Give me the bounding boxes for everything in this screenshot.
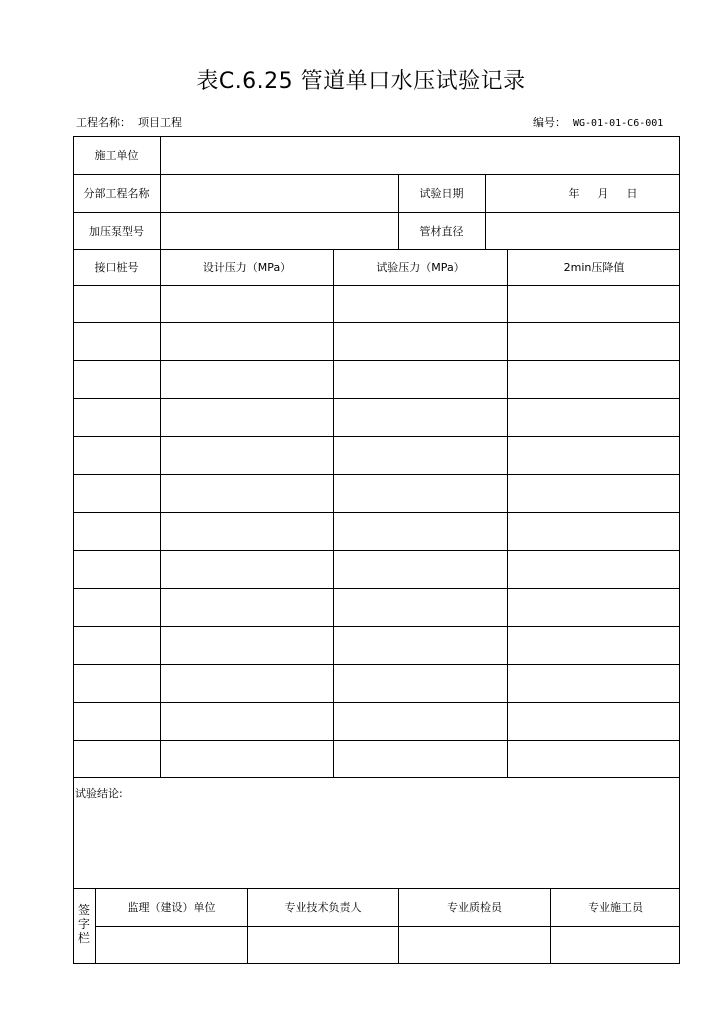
test-date-label: 试验日期	[419, 187, 464, 200]
conclusion-label: 试验结论:	[75, 787, 123, 800]
test-date-field[interactable]	[486, 174, 680, 212]
header-design-pressure: 设计压力（MPa）	[202, 261, 292, 274]
subproject-name-label: 分部工程名称	[83, 187, 150, 200]
record-code-value: WG-01-01-C6-001	[573, 118, 664, 129]
date-year: 年	[568, 187, 580, 200]
date-day: 日	[626, 187, 638, 200]
header-test-pressure: 试验压力（MPa）	[376, 261, 465, 274]
construction-unit-field[interactable]	[161, 136, 679, 174]
sign-header-qc: 专业质检员	[447, 901, 502, 914]
pump-model-label: 加压泵型号	[89, 224, 144, 238]
sign-field-tech-lead[interactable]	[248, 926, 398, 964]
project-name-value: 项目工程	[138, 116, 182, 129]
construction-unit-label: 施工单位	[94, 149, 139, 162]
sign-header-tech-lead: 专业技术负责人	[284, 901, 362, 914]
sign-field-qc[interactable]	[399, 926, 550, 964]
sign-field-supervisor[interactable]	[96, 926, 247, 964]
conclusion-field[interactable]	[73, 800, 680, 886]
date-month: 月	[597, 187, 609, 200]
sign-header-worker: 专业施工员	[588, 901, 643, 914]
pipe-diameter-field[interactable]	[486, 212, 680, 249]
page-title: 表C.6.25 管道单口水压试验记录	[196, 69, 526, 94]
record-code: 编号： WG-01-01-C6-001	[533, 116, 664, 129]
pump-model-field[interactable]	[161, 212, 398, 249]
data-rows[interactable]	[73, 285, 680, 777]
subproject-name-field[interactable]	[161, 174, 398, 212]
project-name-label: 工程名称： 项目工程	[76, 116, 182, 129]
pipe-diameter-label: 管材直径	[419, 224, 464, 238]
sign-header-supervisor: 监理（建设）单位	[127, 901, 216, 914]
header-joint-station: 接口桩号	[94, 261, 139, 274]
sign-field-worker[interactable]	[551, 926, 680, 964]
sign-column-label: 签 字 栏	[77, 903, 90, 945]
header-pressure-drop: 2min压降值	[563, 261, 625, 274]
